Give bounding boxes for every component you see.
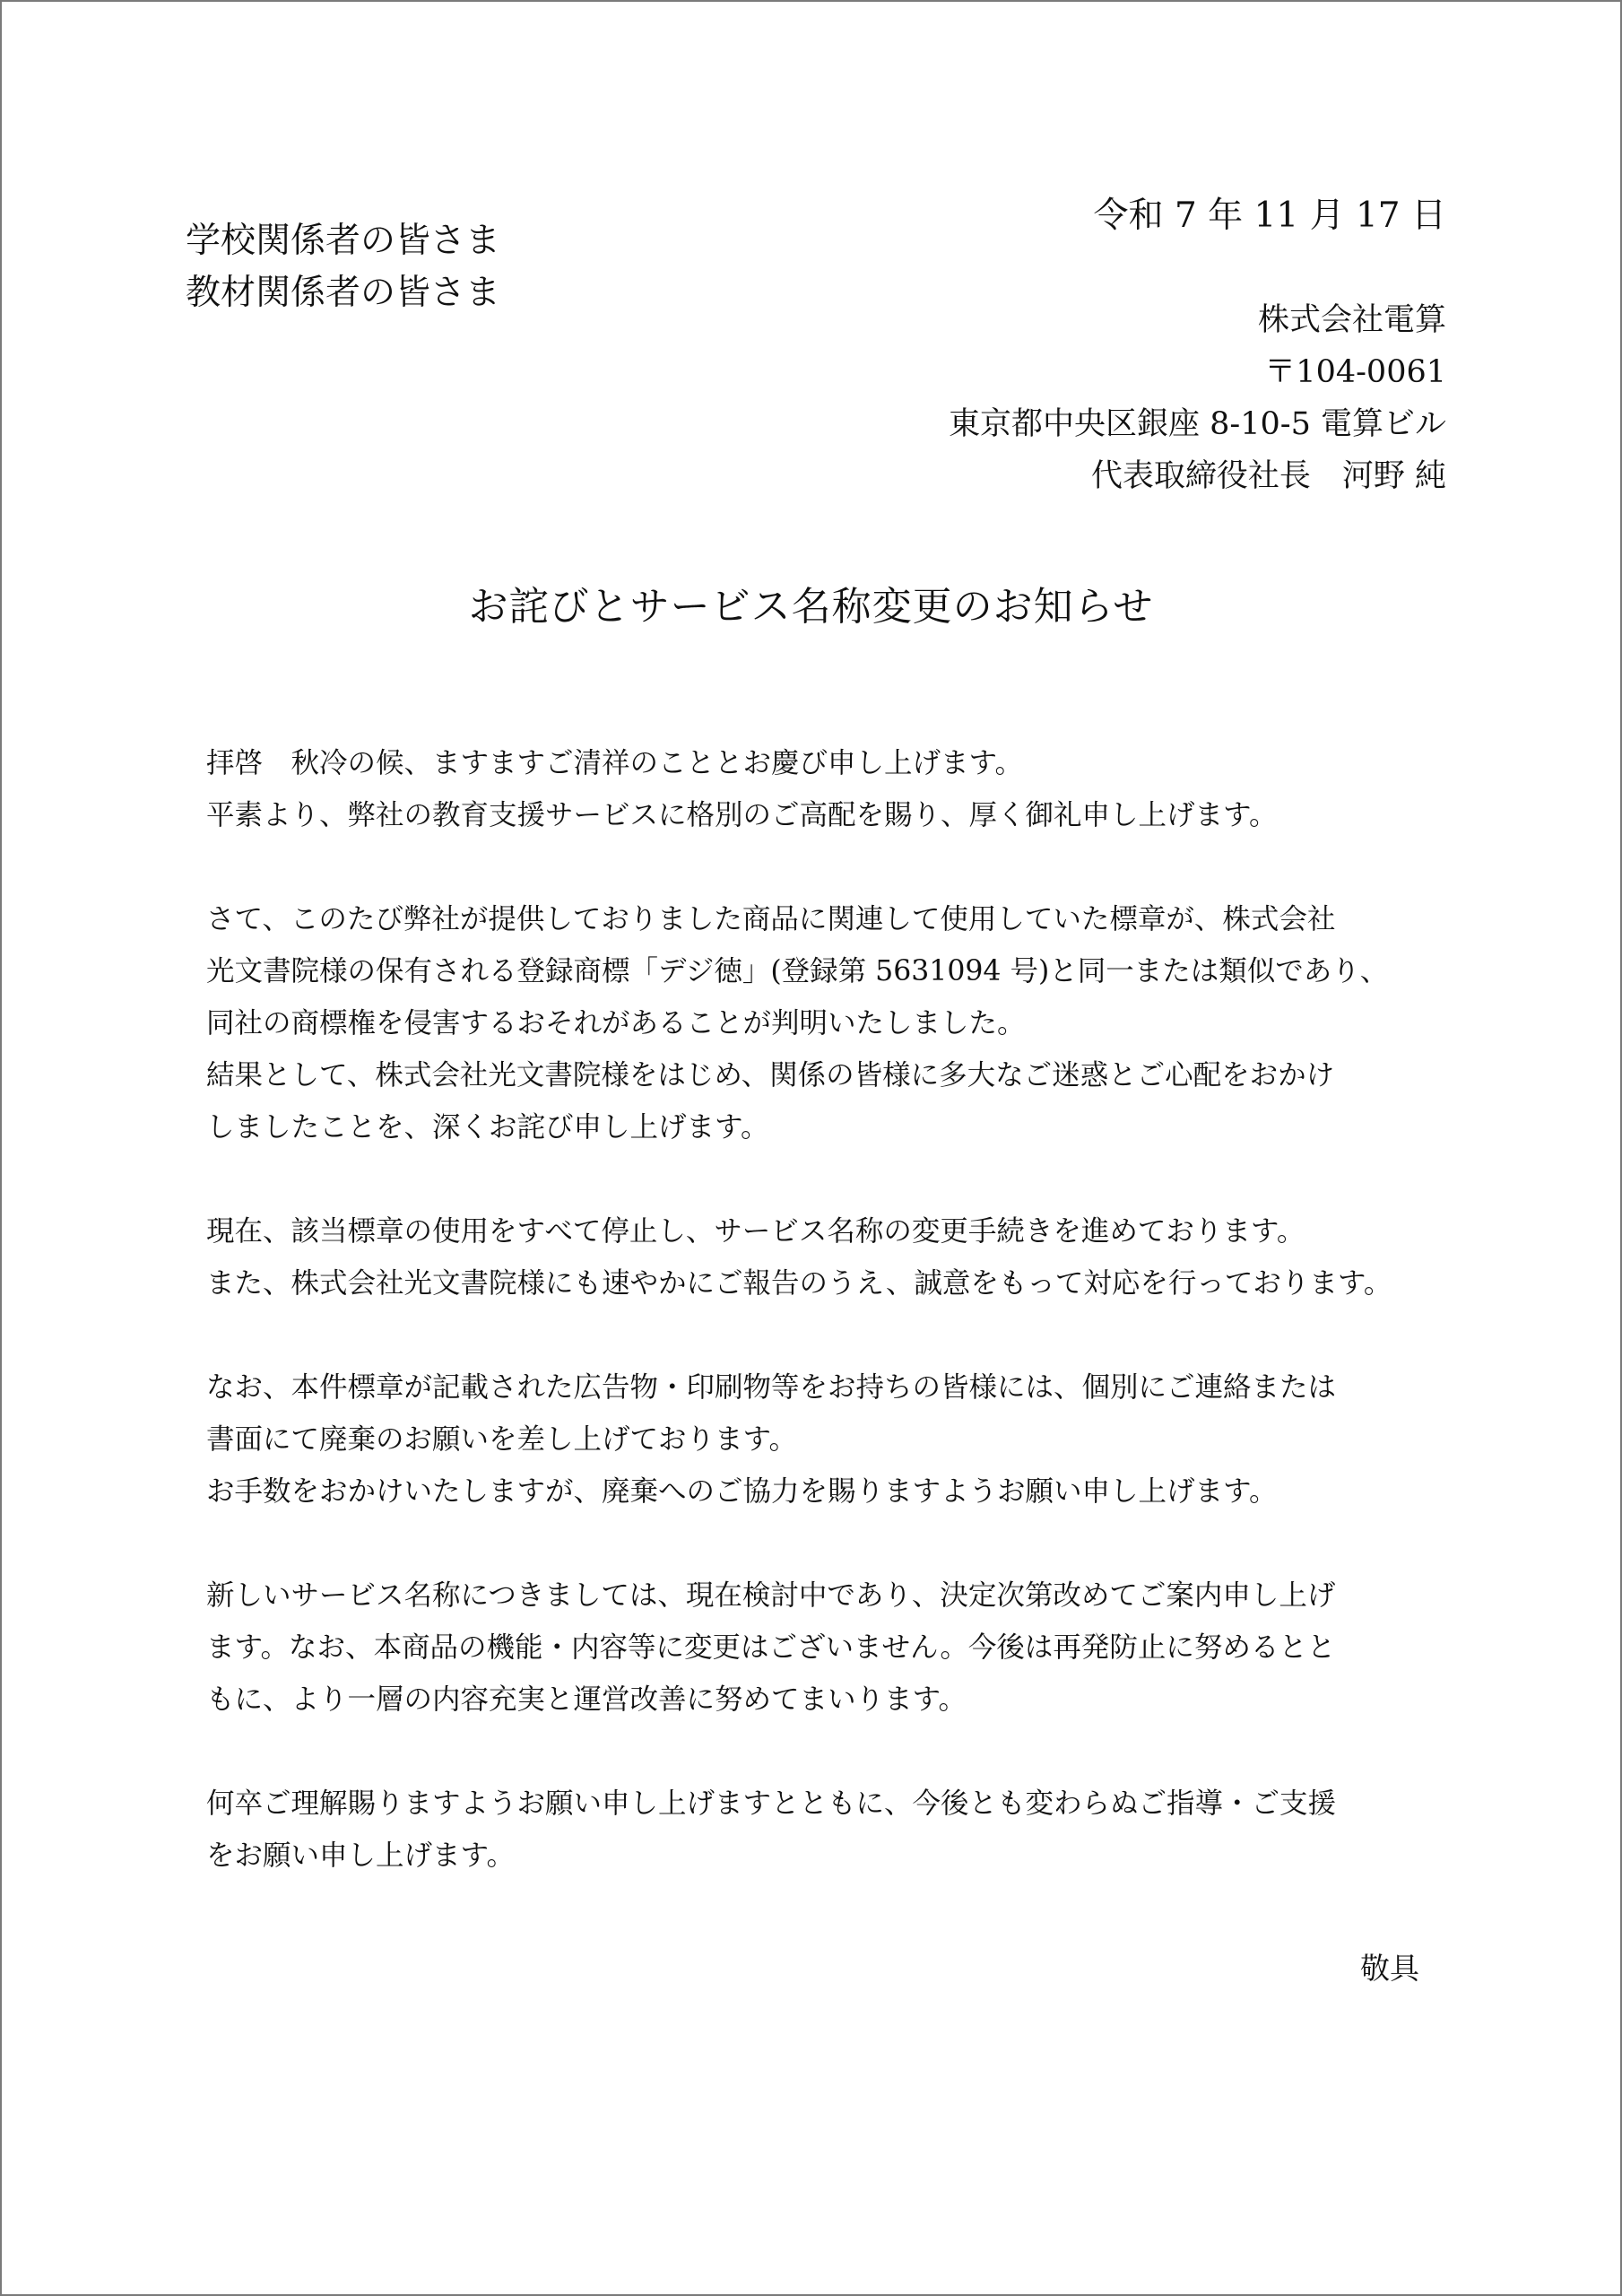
body-line: 何卒ご理解賜りますようお願い申し上げますとともに、今後とも変わらぬご指導・ご支援 bbox=[206, 1787, 1337, 1820]
body-line: 結果として、株式会社光文書院様をはじめ、関係の皆様に多大なご迷惑とご心配をおかけ bbox=[206, 1059, 1335, 1091]
body-line: 拝啓 秋冷の候、ますますご清祥のこととお慶び申し上げます。 bbox=[206, 747, 1023, 779]
body-line: しましたことを、深くお詫び申し上げます。 bbox=[206, 1111, 769, 1144]
body-line: 光文書院様の保有される登録商標「デジ徳」(登録第 5631094 号)と同一または類似であり、 bbox=[206, 955, 1389, 987]
sender-postal-code: 〒104-0061 bbox=[1264, 354, 1446, 390]
body-line: 新しいサービス名称につきましては、現在検討中であり、決定次第改めてご案内申し上げ bbox=[206, 1579, 1336, 1612]
body-line: お手数をおかけいたしますが、廃棄へのご協力を賜りますようお願い申し上げます。 bbox=[206, 1475, 1278, 1508]
body-line: ます。なお、本商品の機能・内容等に変更はございません。今後は再発防止に努めるとと bbox=[206, 1631, 1336, 1664]
body-line: もに、より一層の内容充実と運営改善に努めてまいります。 bbox=[206, 1683, 967, 1716]
body-line: さて、このたび弊社が提供しておりました商品に関連して使用していた標章が、株式会社 bbox=[206, 903, 1336, 935]
recipients-block bbox=[186, 215, 500, 319]
recipient-line: 教材関係者の皆さま bbox=[186, 273, 501, 313]
sender-address: 東京都中央区銀座 8-10-5 電算ビル bbox=[949, 406, 1446, 442]
body-line: 平素より、弊社の教育支援サービスに格別のご高配を賜り、厚く御礼申し上げます。 bbox=[206, 799, 1278, 831]
paragraph-current-status bbox=[206, 1205, 1448, 1309]
body-line: 書面にて廃棄のお願いを差し上げております。 bbox=[206, 1423, 797, 1456]
paragraph-disposal-request bbox=[206, 1361, 1448, 1518]
sender-block bbox=[949, 294, 1446, 502]
letter-body bbox=[206, 737, 1448, 1934]
recipient-line: 学校関係者の皆さま bbox=[186, 221, 501, 261]
paragraph-apology bbox=[206, 893, 1448, 1153]
body-line: また、株式会社光文書院様にも速やかにご報告のうえ、誠意をもって対応を行っております。 bbox=[206, 1267, 1392, 1300]
sender-company: 株式会社電算 bbox=[1257, 302, 1446, 338]
body-line: 現在、該当標章の使用をすべて停止し、サービス名称の変更手続きを進めております。 bbox=[206, 1215, 1305, 1248]
page-title: お詫びとサービス名称変更のお知らせ bbox=[468, 584, 1154, 630]
paragraph-closing-request bbox=[206, 1778, 1448, 1882]
closing-word: 敬具 bbox=[1360, 1951, 1419, 1986]
paragraph-new-name bbox=[206, 1570, 1448, 1726]
body-line: 同社の商標権を侵害するおそれがあることが判明いたしました。 bbox=[206, 1007, 1026, 1039]
body-line: なお、本件標章が記載された広告物・印刷物等をお持ちの皆様には、個別にご連絡または bbox=[206, 1371, 1337, 1404]
body-line: をお願い申し上げます。 bbox=[206, 1839, 515, 1872]
letter-date: 令和 7 年 11 月 17 日 bbox=[1093, 196, 1446, 236]
sender-representative: 代表取締役社長 河野 純 bbox=[1090, 458, 1446, 494]
paragraph-greeting bbox=[206, 737, 1448, 841]
